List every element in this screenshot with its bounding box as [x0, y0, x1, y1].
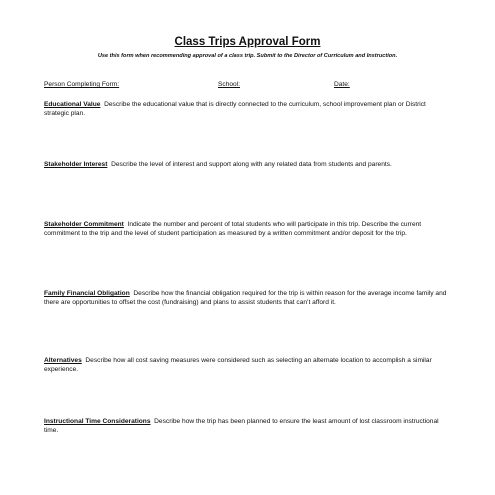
section-description: Describe how the trip has been planned to ensure the least amount of lost classroom instructional time. — [44, 418, 439, 434]
section-alternatives — [44, 357, 452, 375]
section-description: Describe the level of interest and support along with any related data from students and parents. — [111, 161, 392, 168]
section-stakeholder-commitment — [44, 221, 452, 239]
section-family-financial-obligation — [44, 290, 452, 308]
section-heading: Stakeholder Commitment — [44, 221, 124, 228]
section-heading: Educational Value — [44, 101, 101, 108]
section-stakeholder-interest — [44, 161, 452, 170]
section-heading: Stakeholder Interest — [44, 161, 108, 168]
section-heading: Family Financial Obligation — [44, 290, 130, 297]
section-description: Describe how all cost saving measures were considered such as selecting an alternate location to accomplish a similar experience. — [44, 357, 432, 373]
section-description: Describe the educational value that is directly connected to the curriculum, school improvement plan or District strategic plan. — [44, 101, 426, 117]
section-heading: Instructional Time Considerations — [44, 418, 151, 425]
section-description: Describe how the financial obligation required for the trip is within reason for the average income family and there are opportunities to offset the cost (fundraising) and plans to assist students that can’t afford it. — [44, 290, 447, 306]
school-field[interactable]: School: — [218, 81, 240, 88]
section-educational-value — [44, 101, 452, 119]
date-field[interactable]: Date: — [334, 81, 350, 88]
form-instructions: Use this form when recommending approval of a class trip. Submit to the Director of Curriculum and Instruction. — [97, 53, 398, 59]
form-title: Class Trips Approval Form — [174, 36, 321, 48]
person-completing-field[interactable]: Person Completing Form: — [44, 81, 120, 88]
section-heading: Alternatives — [44, 357, 82, 364]
section-instructional-time — [44, 418, 452, 436]
section-description: Indicate the number and percent of total students who will participate in this trip. Describe the current commitment to the trip and the level of student participation as measured by a written commitment and/or deposit for the trip. — [44, 221, 422, 237]
